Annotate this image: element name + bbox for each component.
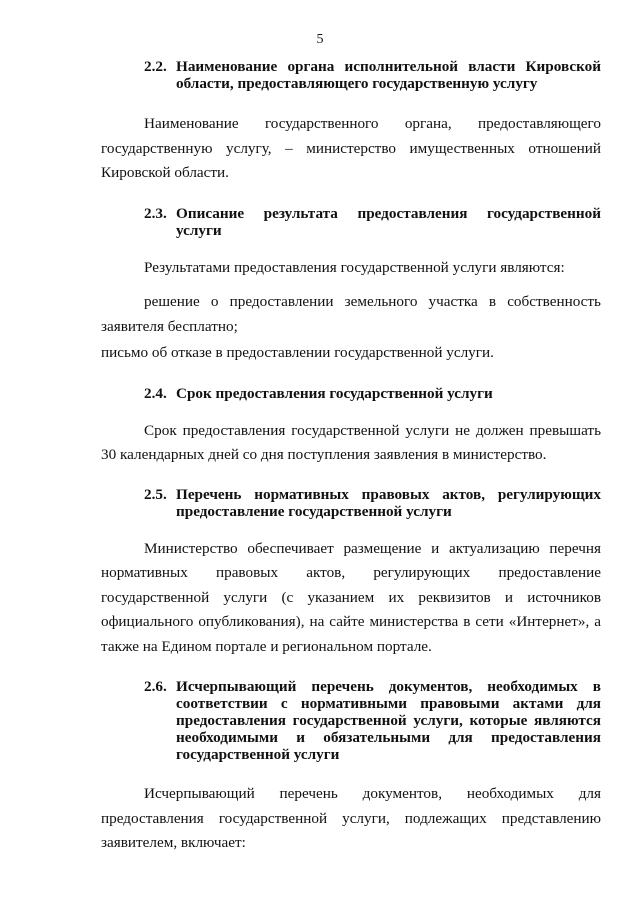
section-number: 2.4. bbox=[144, 384, 167, 402]
section-number: 2.5. bbox=[144, 485, 167, 503]
paragraph: Министерство обеспечивает размещение и актуализацию перечня нормативных правовых актов, регулирующих предоставление государственной услуги (с указанием их реквизитов и источников официального опубликования), на сайте министерства в сети «Интернет», а также на Едином портале и региональном портале. bbox=[101, 539, 601, 655]
section-title: Срок предоставления государственной услуги bbox=[176, 384, 493, 402]
paragraph: Исчерпывающий перечень документов, необходимых для предоставления государственной услуги, подлежащих представлению заявителем, включает: bbox=[101, 785, 601, 851]
paragraph: Наименование государственного органа, предоставляющего государственную услугу, – министерство имущественных отношений Кировской области. bbox=[101, 115, 601, 181]
section-heading-2-4 bbox=[101, 385, 601, 402]
paragraph: Срок предоставления государственной услуги не должен превышать 30 календарных дней со дня поступления заявления в министерство. bbox=[101, 421, 601, 463]
section-title: Описание результата предоставления государственной услуги bbox=[176, 204, 601, 239]
section-number: 2.6. bbox=[144, 678, 167, 695]
section-heading-2-6 bbox=[101, 678, 601, 763]
section-heading-2-5 bbox=[101, 486, 601, 520]
paragraph: решение о предоставлении земельного участка в собственность заявителя бесплатно; bbox=[101, 293, 601, 335]
page-number: 5 bbox=[316, 32, 324, 47]
section-title: Наименование органа исполнительной власти Кировской области, предоставляющего государственную услугу bbox=[176, 58, 601, 92]
paragraph: письмо об отказе в предоставлении государственной услуги. bbox=[101, 344, 494, 361]
section-heading-2-2 bbox=[101, 58, 601, 92]
document-body bbox=[101, 58, 601, 856]
section-number: 2.3. bbox=[144, 204, 167, 222]
section-heading-2-3 bbox=[101, 205, 601, 239]
section-number: 2.2. bbox=[144, 58, 167, 75]
paragraph: Результатами предоставления государственной услуги являются: bbox=[144, 258, 565, 276]
section-title: Перечень нормативных правовых актов, регулирующих предоставление государственной услуги bbox=[176, 485, 601, 520]
section-title: Исчерпывающий перечень документов, необходимых в соответствии с нормативными правовыми актами для предоставления государственной услуги, которые являются необходимыми и обязательными для предоставления государственной услуги bbox=[176, 678, 601, 763]
